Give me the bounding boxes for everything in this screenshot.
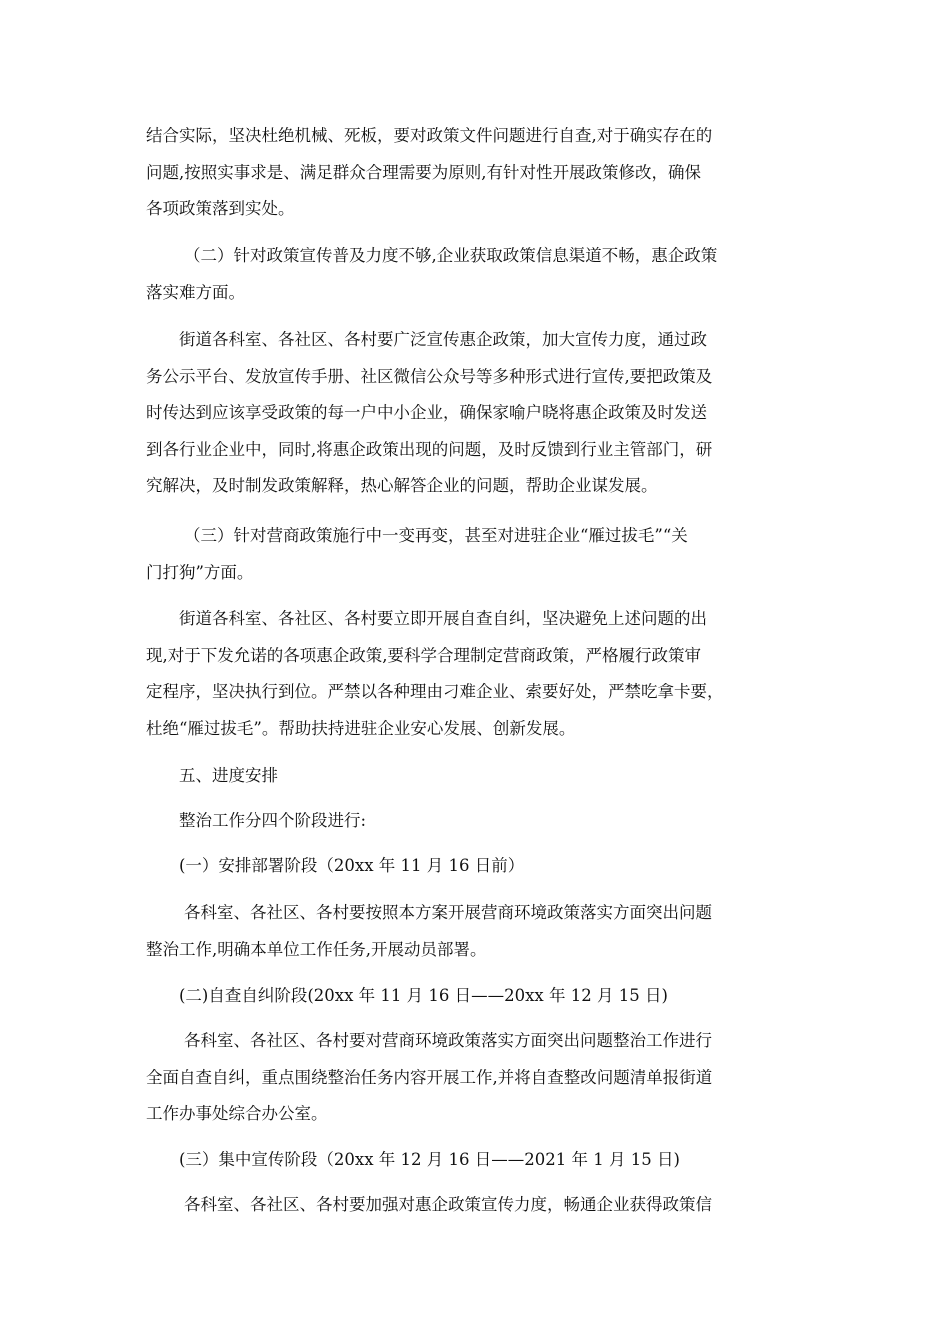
text-line: 工作办事处综合办公室。: [146, 1104, 328, 1123]
text-line: 街道各科室、各社区、各村要广泛宣传惠企政策，加大宣传力度，通过政: [179, 330, 707, 349]
text-line: 街道各科室、各社区、各村要立即开展自查自纠，坚决避免上述问题的出: [179, 609, 707, 628]
paragraph-publicity-measures: [146, 322, 816, 505]
text-line: 究解决，及时制发政策解释，热心解答企业的问题，帮助企业谋发展。: [146, 476, 658, 495]
text-line: 各科室、各社区、各村要加强对惠企政策宣传力度，畅通企业获得政策信: [184, 1195, 712, 1214]
text-line: （三）针对营商政策施行中一变再变，甚至对进驻企业“雁过拔毛”“关: [184, 526, 688, 545]
text-line: 现,对于下发允诺的各项惠企政策,要科学合理制定营商政策，严格履行政策审: [146, 645, 701, 665]
text-line: 各科室、各社区、各村要对营商环境政策落实方面突出问题整治工作进行: [184, 1031, 712, 1050]
subheading-policy-publicity: [146, 238, 816, 311]
text-line: 整治工作,明确本单位工作任务,开展动员部署。: [146, 939, 487, 959]
subheading-policy-changes: [146, 518, 816, 591]
text-line: 务公示平台、发放宣传手册、社区微信公众号等多种形式进行宣传,要把政策及: [146, 366, 713, 386]
section-heading-schedule: 五、进度安排: [179, 766, 278, 785]
paragraph-self-inspection: [146, 601, 816, 747]
text-line: 门打狗”方面。: [146, 562, 254, 582]
text-line: 时传达到应该享受政策的每一户中小企业，确保家喻户晓将惠企政策及时发送: [146, 403, 707, 422]
text-line: （二）针对政策宣传普及力度不够,企业获取政策信息渠道不畅，惠企政策: [184, 246, 718, 265]
stage-2-body: [146, 1023, 816, 1133]
text-line: 杜绝“雁过拔毛”。帮助扶持进驻企业安心发展、创新发展。: [146, 718, 576, 738]
text-line: 落实难方面。: [146, 282, 245, 302]
stage-1-body: [146, 895, 816, 968]
text-line: 各科室、各社区、各村要按照本方案开展营商环境政策落实方面突出问题: [184, 903, 712, 922]
stage-1-title: (一）安排部署阶段（20xx 年 11 月 16 日前）: [179, 856, 525, 875]
stage-3-body: [146, 1187, 816, 1224]
text-line: 各项政策落到实处。: [146, 199, 295, 218]
text-line: 结合实际，坚决杜绝机械、死板，要对政策文件问题进行自查,对于确实存在的: [146, 126, 713, 145]
paragraph-policy-review: [146, 118, 816, 228]
paragraph-four-stages: 整治工作分四个阶段进行:: [179, 811, 367, 830]
stage-2-title: (二)自查自纠阶段(20xx 年 11 月 16 日——20xx 年 12 月 15 日): [179, 986, 668, 1005]
text-line: 到各行业企业中，同时,将惠企政策出现的问题，及时反馈到行业主管部门，研: [146, 439, 713, 459]
text-line: 全面自查自纠，重点围绕整治任务内容开展工作,并将自查整改问题清单报街道: [146, 1067, 713, 1087]
stage-3-title: (三）集中宣传阶段（20xx 年 12 月 16 日——2021 年 1 月 15 日): [179, 1150, 680, 1169]
text-line: 定程序，坚决执行到位。严禁以各种理由刁难企业、索要好处，严禁吃拿卡要，: [146, 682, 724, 701]
text-line: 问题,按照实事求是、满足群众合理需要为原则,有针对性开展政策修改，确保: [146, 162, 701, 182]
